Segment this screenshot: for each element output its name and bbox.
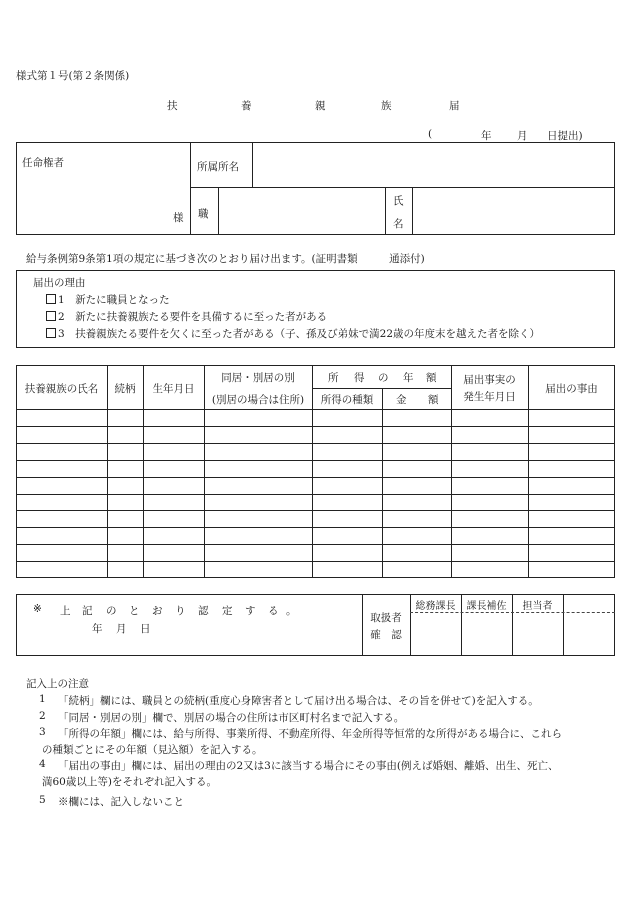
col-header-income-group: 所 得 の 年 額 xyxy=(328,372,437,384)
stamp-label-person-in-charge: 担当者 xyxy=(522,601,553,612)
col-header-reason: 届出の事由 xyxy=(545,383,598,395)
reason-item: 2 新たに扶養親族たる要件を具備するに至った者がある xyxy=(46,309,327,324)
col-header-residence-note: (別居の場合は住所) xyxy=(211,394,305,406)
table-row-divider xyxy=(16,460,615,461)
note-number: 4 xyxy=(39,758,46,770)
reasons-heading: 届出の理由 xyxy=(33,277,86,289)
table-row-divider xyxy=(16,510,615,511)
col-header-income-amount: 金 額 xyxy=(396,394,439,406)
note-number: 3 xyxy=(39,726,46,738)
note-line: ※欄には、記入しないこと xyxy=(58,796,184,808)
appointing-authority-label: 任命権者 xyxy=(22,157,64,169)
reason-checkbox[interactable] xyxy=(46,328,56,338)
title-char: 扶 xyxy=(167,100,178,112)
col-header-fact-date: 届出事実の xyxy=(463,374,516,386)
col-header-residence: 同居・別居の別 xyxy=(221,372,295,384)
handler-confirm-label: 取扱者 xyxy=(370,612,402,624)
col-header-relation: 続柄 xyxy=(114,383,136,395)
col-header-fact-date-2: 発生年月日 xyxy=(463,391,516,403)
form-number: 様式第１号(第２条関係) xyxy=(16,70,130,82)
job-label: 職 xyxy=(198,208,209,220)
affiliation-label: 所属所名 xyxy=(197,161,239,173)
table-row-divider xyxy=(16,443,615,444)
date-paren-open: ( xyxy=(428,128,433,140)
note-line: の種類ごとにその年額（見込額）を記入する。 xyxy=(42,744,263,756)
col-header-name: 扶養親族の氏名 xyxy=(24,383,99,395)
title-char: 族 xyxy=(381,100,392,112)
col-header-income-type: 所得の種類 xyxy=(320,394,374,406)
stamp-field[interactable] xyxy=(564,613,614,655)
note-line: 「続柄」欄には、職員との続柄(重度心身障害者として届け出る場合は、その旨を併せて)を記入する。 xyxy=(58,695,539,707)
title-char: 養 xyxy=(241,100,252,112)
table-row-divider xyxy=(16,527,615,528)
name-label-top: 氏 xyxy=(393,195,404,207)
note-line: 「所得の年額」欄には、給与所得、事業所得、不動産所得、年金所得等恒常的な所得がある場合に、これら xyxy=(58,728,562,740)
title-char: 親 xyxy=(315,100,326,112)
stamp-field[interactable] xyxy=(513,613,563,655)
job-field[interactable] xyxy=(219,188,384,234)
note-number: 2 xyxy=(39,710,46,722)
name-field[interactable] xyxy=(413,188,614,234)
title-char: 届 xyxy=(449,100,460,112)
stamp-field[interactable] xyxy=(411,613,461,655)
reason-checkbox[interactable] xyxy=(46,311,56,321)
sama-label: 様 xyxy=(173,212,184,224)
table-row-divider xyxy=(16,494,615,495)
note-number: 1 xyxy=(39,693,46,705)
reason-item: 1 新たに職員となった xyxy=(46,292,170,307)
note-number: 5 xyxy=(39,794,46,806)
note-line: 満60歳以上等)をそれぞれ記入する。 xyxy=(42,776,217,788)
reason-checkbox[interactable] xyxy=(46,294,56,304)
table-row-divider xyxy=(16,477,615,478)
reason-item: 3 扶養親族たる要件を欠くに至った者がある（子、孫及び弟妹で満22歳の年度末を越えた者を除く） xyxy=(46,326,540,341)
stamp-field[interactable] xyxy=(462,613,512,655)
name-label-bottom: 名 xyxy=(393,218,404,230)
note-line: 「同居・別居の別」欄で、別居の場合の住所は市区町村名まで記入する。 xyxy=(58,712,405,724)
stamp-label-general-affairs-chief: 総務課長 xyxy=(415,601,456,612)
stamp-label-assistant-chief: 課長補佐 xyxy=(466,601,507,612)
handler-confirm-label-2: 確 認 xyxy=(370,629,402,641)
table-row-divider xyxy=(16,544,615,545)
declaration-text: 給与条例第9条第1項の規定に基づき次のとおり届け出ます。(証明書類 通添付) xyxy=(26,253,425,265)
table-row-divider xyxy=(16,561,615,562)
certification-date: 年 月 日 xyxy=(92,623,151,635)
note-line: 「届出の事由」欄には、届出の理由の2又は3に該当する場合にその事由(例えば婚姻、離婚、出生、死亡、 xyxy=(58,760,559,772)
col-header-birthdate: 生年月日 xyxy=(152,383,195,395)
date-day-submitted-label: 日提出) xyxy=(547,130,583,142)
form-title xyxy=(0,98,630,114)
notes-heading: 記入上の注意 xyxy=(26,678,89,690)
affiliation-field[interactable] xyxy=(253,143,614,186)
certification-statement: ※ 上 記 の と お り 認 定 す る 。 xyxy=(33,603,297,617)
table-row-divider xyxy=(16,426,615,427)
date-month-label: 月 xyxy=(517,130,528,142)
date-year-label: 年 xyxy=(481,130,492,142)
